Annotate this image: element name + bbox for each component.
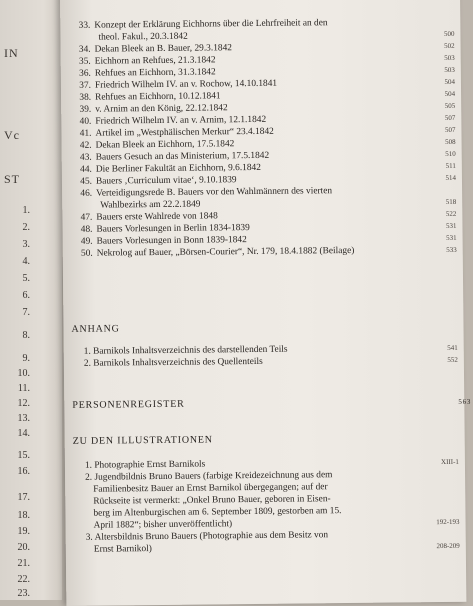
illustration-line: 2. Jugendbildnis Bruno Bauers (farbige Kreidezeichnung aus dem: [85, 469, 332, 484]
entry-number: 36.: [69, 68, 91, 80]
entry-title: theol. Fakul., 20.3.1842: [98, 31, 187, 44]
entry-number: 39.: [69, 104, 91, 116]
left-heading-1: IN: [4, 46, 19, 61]
entry-title: Konzept der Erklärung Eichhorns über die Lehrfreiheit an den: [94, 17, 327, 31]
entry-title: Artikel im „Westphälischen Merkur“ 23.4.1842: [95, 126, 273, 140]
toc-entry: [71, 244, 421, 260]
entry-title: Dekan Bleek an Eichhorn, 17.5.1842: [96, 138, 235, 151]
left-number: 8.: [0, 330, 30, 341]
entry-page: 514: [445, 172, 456, 184]
entry-page: 504: [444, 76, 455, 88]
anhang-list: [72, 342, 422, 370]
toc-list: [68, 16, 420, 260]
entry-number: 45.: [70, 176, 92, 188]
left-number: 19.: [0, 526, 30, 537]
left-number: 17.: [0, 492, 30, 503]
entry-number: 40.: [69, 116, 91, 128]
entry-title: Die Berliner Fakultät an Eichhorn, 9.6.1842: [96, 162, 261, 176]
illustration-page: 192-193: [436, 516, 459, 528]
entry-title: Bauers Vorlesungen in Berlin 1834-1839: [96, 222, 249, 236]
entry-page: 511: [446, 160, 456, 172]
entry-number: 50.: [71, 248, 93, 260]
entry-title: Bauers ‚Curriculum vitae‘, 9.10.1839: [96, 174, 237, 187]
entry-page: 500: [444, 28, 455, 40]
entry-page: 522: [446, 208, 457, 220]
left-number: 10.: [0, 368, 30, 379]
illustrationen-list: [73, 456, 424, 556]
illustration-line: Rückseite ist vermerkt: „Onkel Bruno Bauer, geboren in Eisen-: [93, 493, 330, 507]
entry-page: 531: [446, 232, 457, 244]
entry-number: 35.: [69, 56, 91, 68]
register-page: 563: [458, 398, 471, 406]
left-number: 2.: [0, 222, 30, 233]
left-number: 14.: [0, 428, 30, 439]
entry-page: 508: [445, 136, 456, 148]
entry-number: 38.: [69, 92, 91, 104]
left-heading-3: ST: [4, 172, 20, 187]
anhang-item-page: 552: [447, 354, 458, 366]
entry-page: 503: [444, 52, 455, 64]
left-number: 16.: [0, 466, 30, 477]
register-heading: [72, 399, 184, 411]
entry-page: 531: [446, 220, 457, 232]
entry-title: Verteidigungsrede B. Bauers vor den Wahlmännern des vierten: [96, 185, 332, 199]
entry-title: Rehfues an Eichhorn, 10.12.1841: [95, 90, 221, 103]
entry-page: 504: [445, 88, 456, 100]
illustration-line: 1. Photographie Ernst Barnikols: [85, 459, 205, 472]
entry-page: 533: [446, 244, 457, 256]
left-heading-2: Vc: [4, 128, 20, 143]
left-number: 1.: [0, 205, 30, 216]
entry-page: 507: [445, 112, 456, 124]
entry-number: 34.: [69, 44, 91, 56]
entry-number: 49.: [71, 236, 93, 248]
entry-number: 47.: [70, 212, 92, 224]
left-number: 22.: [0, 574, 30, 585]
left-number: 18.: [0, 510, 30, 521]
register-title: PERSONENREGISTER: [72, 399, 184, 411]
anhang-item-page: 541: [447, 342, 458, 354]
book-page: [60, 0, 466, 606]
illustration-line: 3. Altersbildnis Bruno Bauers (Photographie aus dem Besitz von: [86, 529, 329, 544]
entry-title: Bauers erste Wahlrede von 1848: [96, 210, 218, 223]
anhang-item-title: 1. Barnikols Inhaltsverzeichnis des darstellenden Teils: [84, 344, 288, 358]
entry-number: 41.: [69, 128, 91, 140]
entry-page: 502: [444, 40, 455, 52]
entry-title: Bauers Vorlesungen in Bonn 1839-1842: [97, 234, 247, 248]
entry-number: 33.: [68, 20, 90, 32]
illustration-line: April 1882“; bisher unveröffentlicht): [94, 518, 233, 531]
entry-title: Rehfues an Eichhorn, 31.3.1842: [95, 66, 216, 79]
left-number: 3.: [0, 239, 30, 250]
entry-title: Friedrich Wilhelm IV. an v. Rochow, 14.10.1841: [95, 78, 277, 92]
entry-title: Dekan Bleek an B. Bauer, 29.3.1842: [95, 42, 232, 55]
left-number: 4.: [0, 256, 30, 267]
left-page: [0, 0, 62, 600]
entry-number: 43.: [70, 152, 92, 164]
anhang-item: [72, 354, 422, 370]
left-number: 13.: [0, 413, 30, 424]
anhang-item-title: 2. Barnikols Inhaltsverzeichnis des Quellenteils: [84, 356, 263, 370]
entry-number: 37.: [69, 80, 91, 92]
illustration-line: Ernst Barnikol): [94, 543, 152, 556]
illustration-line: Familienbesitz Bauer an Ernst Barnikol übergegangen; auf der: [93, 481, 328, 495]
left-number: 5.: [0, 273, 30, 284]
illustrationen-heading: ZU DEN ILLUSTRATIONEN: [73, 434, 213, 446]
entry-number: 42.: [70, 140, 92, 152]
entry-page: 510: [445, 148, 456, 160]
entry-page: 503: [444, 64, 455, 76]
left-number: 12.: [0, 398, 30, 409]
entry-title: Eichhorn an Rehfues, 21.3.1842: [95, 54, 216, 67]
entry-page: 505: [445, 100, 456, 112]
illustration-line: berg im Altenburgischen am 6. September 1809, gestorben am 15.: [93, 505, 341, 520]
illustration-page: XIII-1: [441, 456, 459, 468]
illustration-line-row: [74, 540, 424, 556]
entry-title: Wahlbezirks am 22.2.1849: [100, 199, 200, 212]
entry-title: Friedrich Wilhelm IV. an v. Arnim, 12.1.1842: [95, 114, 266, 128]
left-number: 9.: [0, 353, 30, 364]
entry-page: 507: [445, 124, 456, 136]
left-number: 7.: [0, 307, 30, 318]
left-number: 6.: [0, 290, 30, 301]
entry-number: 44.: [70, 164, 92, 176]
entry-number: 46.: [70, 188, 92, 200]
entry-title: Bauers Gesuch an das Ministerium, 17.5.1842: [96, 150, 270, 164]
illustration-page: 208-209: [436, 540, 459, 552]
left-number: 23.: [0, 588, 30, 599]
entry-title: Nekrolog auf Bauer, „Börsen-Courier“, Nr. 179, 18.4.1882 (Beilage): [97, 245, 355, 260]
left-number: 20.: [0, 542, 30, 553]
entry-number: 48.: [70, 224, 92, 236]
entry-title: v. Arnim an den König, 22.12.1842: [95, 102, 228, 115]
left-number: 11.: [0, 383, 30, 394]
entry-page: 518: [446, 196, 457, 208]
anhang-heading: ANHANG: [71, 323, 119, 335]
left-number: 15.: [0, 450, 30, 461]
left-number: 21.: [0, 558, 30, 569]
